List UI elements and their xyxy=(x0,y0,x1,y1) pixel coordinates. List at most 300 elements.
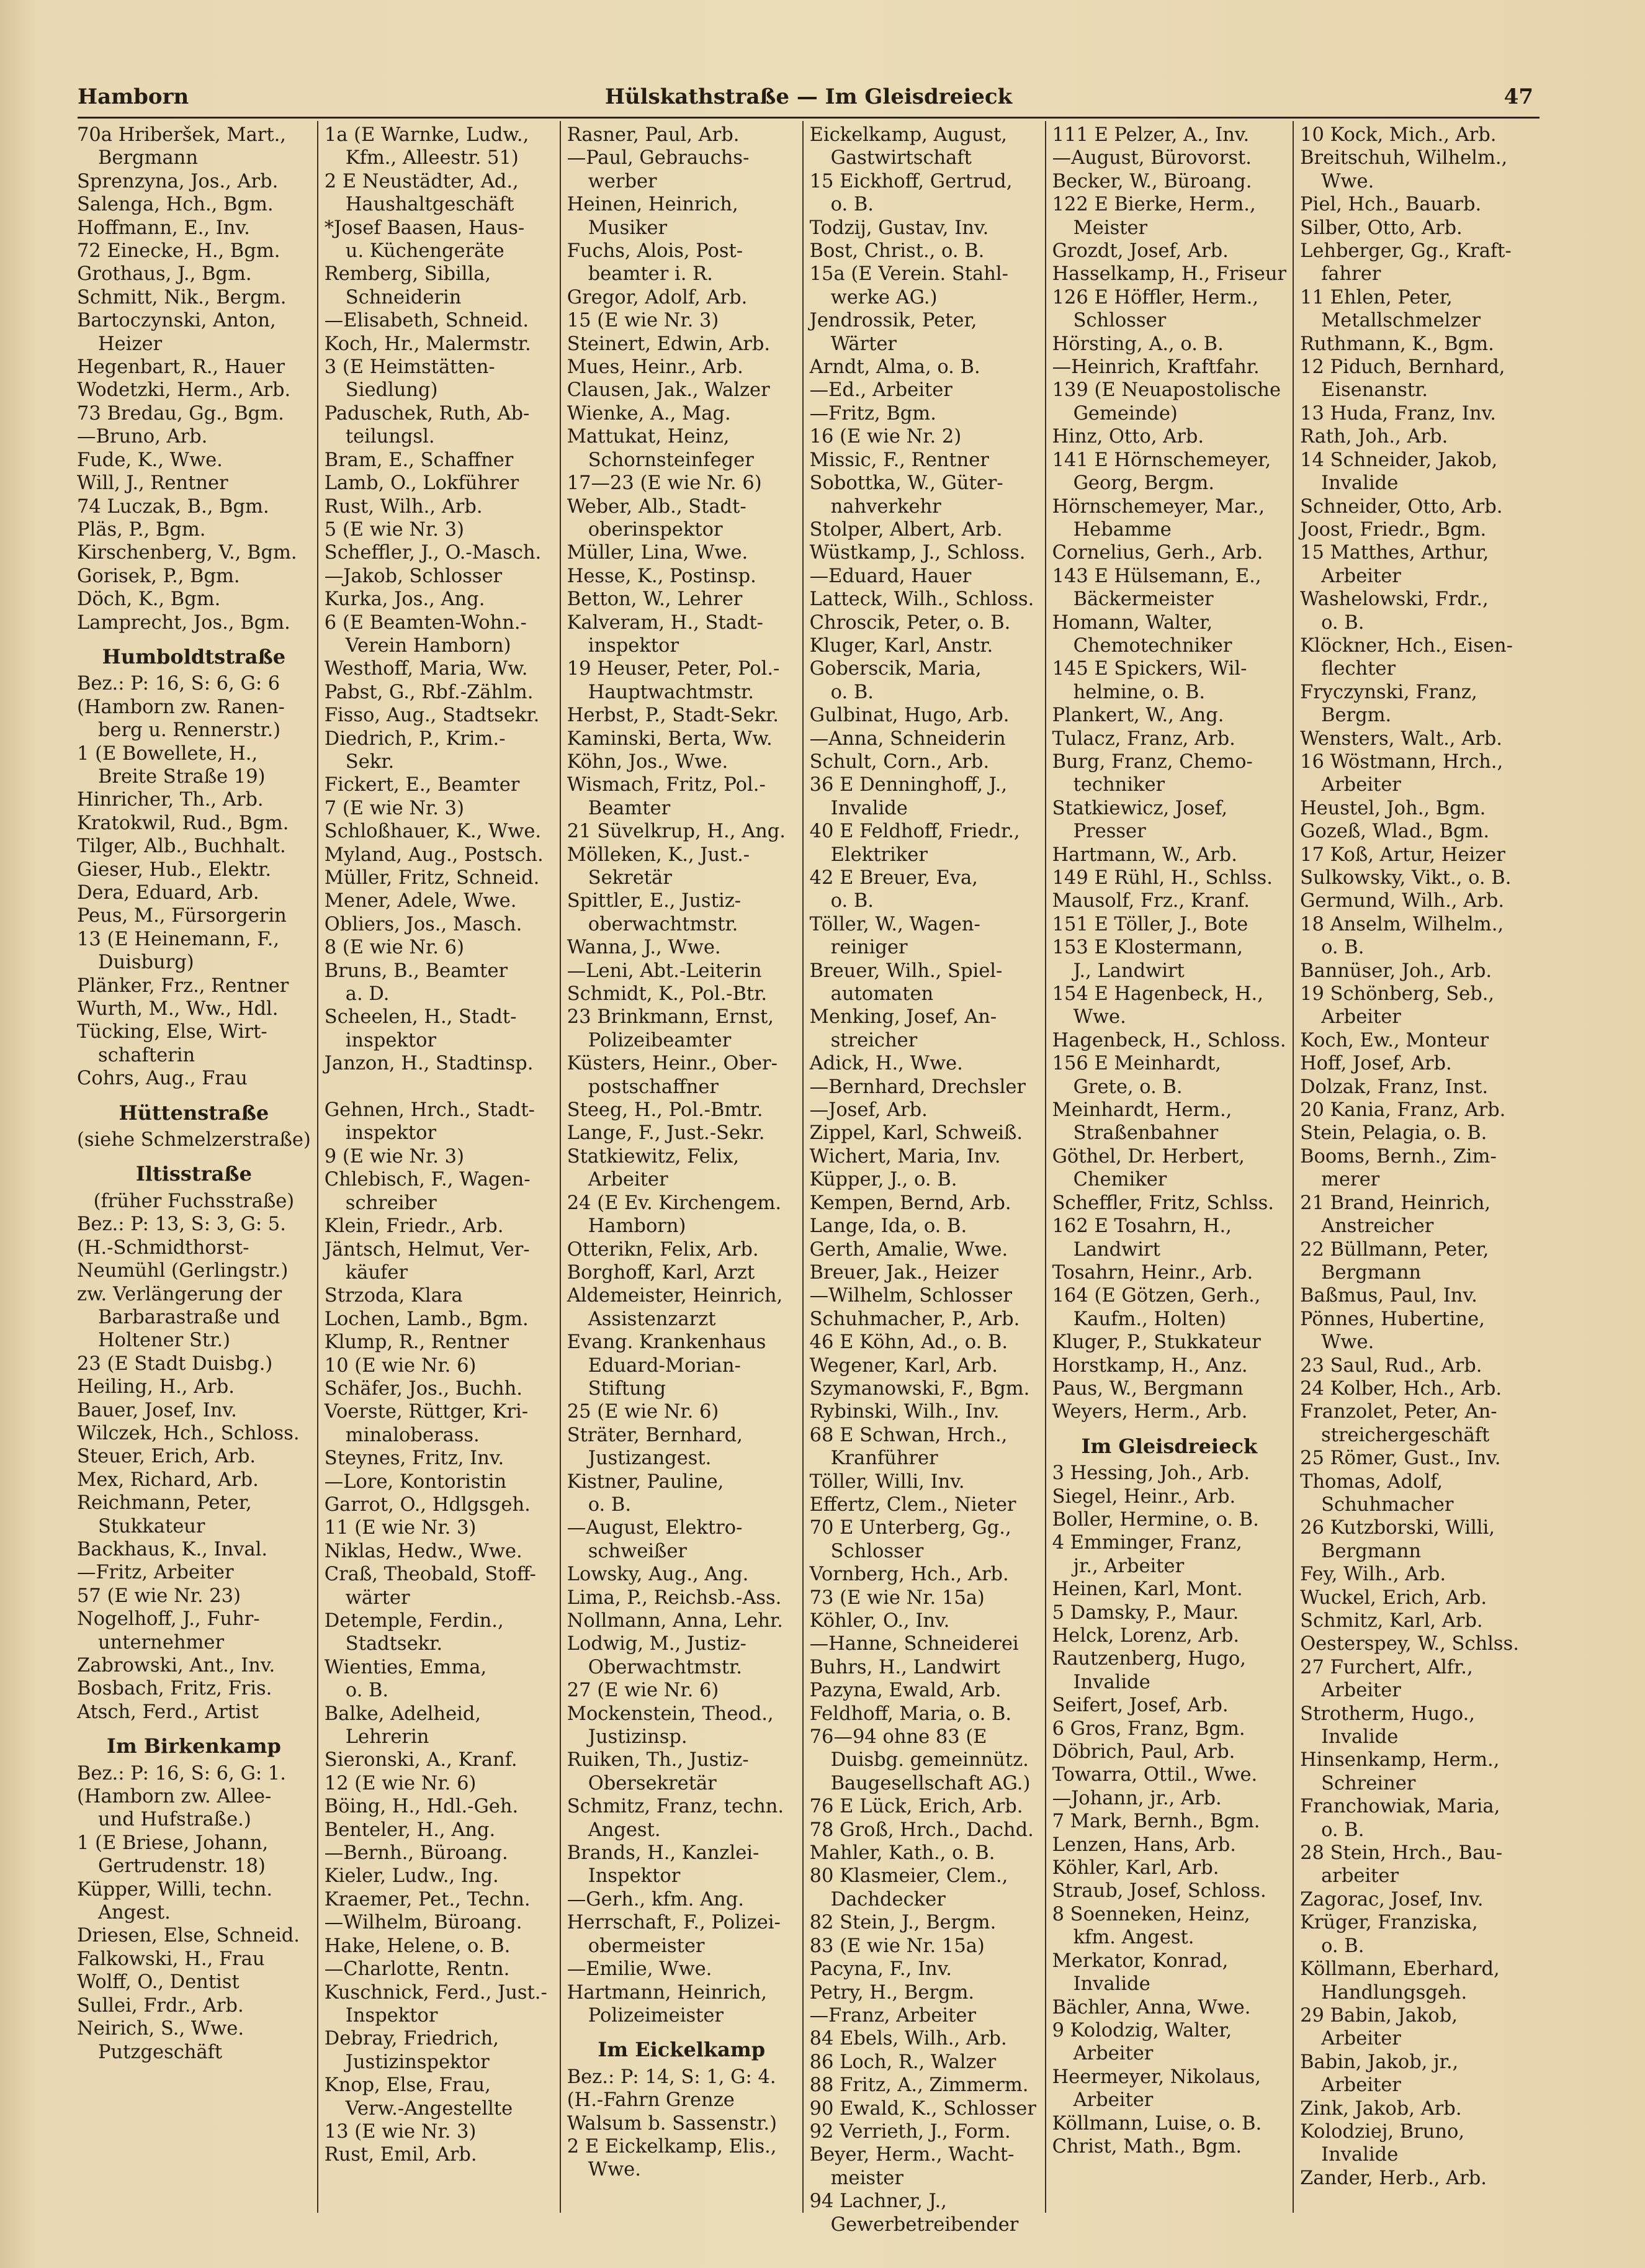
entry-line: 16 Wöstmann, Hrch., xyxy=(1300,750,1504,773)
entry-line: Nogelhoff, J., Fuhr- xyxy=(77,1608,260,1631)
entry-continuation: automaten xyxy=(830,983,934,1006)
entry-line: Wichert, Maria, Inv. xyxy=(809,1145,1001,1168)
entry-line: Wolff, O., Dentist xyxy=(77,1971,240,1994)
entry-line: 139 (E Neuapostolische xyxy=(1052,379,1281,402)
entry-line: Köllmann, Eberhard, xyxy=(1300,1958,1500,1981)
entry-line: Will, J., Rentner xyxy=(77,472,228,495)
entry-continuation: Anstreicher xyxy=(1321,1215,1434,1238)
entry-line: Kalveram, H., Stadt- xyxy=(567,611,763,634)
entry-continuation: Musiker xyxy=(588,217,668,239)
entry-line: 9 Kolodzig, Walter, xyxy=(1052,2019,1232,2041)
entry-line: Salenga, Hch., Bgm. xyxy=(77,194,274,216)
entry-line: Töller, W., Wagen- xyxy=(809,913,980,935)
entry-line: Menking, Josef, An- xyxy=(809,1006,997,1028)
entry-line: Feldhoff, Maria, o. B. xyxy=(809,1703,1012,1725)
entry-line: 25 (E wie Nr. 6) xyxy=(567,1401,719,1423)
entry-continuation: Duisbg. gemeinnütz. xyxy=(830,1749,1029,1771)
entry-continuation: Obersekretär xyxy=(588,1772,717,1794)
entry-line: Stolper, Albert, Arb. xyxy=(809,518,1003,541)
entry-line: Falkowski, H., Frau xyxy=(77,1948,265,1970)
entry-line: Steuer, Erich, Arb. xyxy=(77,1446,256,1468)
entry-line: Ruiken, Th., Justiz- xyxy=(567,1749,749,1771)
entry-line: 3 (E Heimstätten- xyxy=(324,356,495,379)
entry-line: Schmitz, Franz, techn. xyxy=(567,1796,784,1818)
entry-line: Szymanowski, F., Bgm. xyxy=(809,1377,1030,1400)
entry-line: Remberg, Sibilla, xyxy=(324,263,491,286)
entry-line: Horstkamp, H., Anz. xyxy=(1052,1354,1248,1377)
entry-continuation: schweißer xyxy=(588,1540,688,1562)
entry-line: Lodwig, M., Justiz- xyxy=(567,1633,746,1655)
entry-line: Heiling, H., Arb. xyxy=(77,1376,235,1398)
entry-line: Otterikn, Felix, Arb. xyxy=(567,1238,759,1261)
entry-continuation: helmine, o. B. xyxy=(1073,681,1206,703)
entry-line: Chroscik, Peter, o. B. xyxy=(809,611,1011,634)
entry-line: 145 E Spickers, Wil- xyxy=(1052,658,1247,680)
entry-continuation: Polizeimeister xyxy=(588,2004,724,2027)
entry-line: Klöckner, Hch., Eisen- xyxy=(1300,634,1513,657)
entry-continuation: Lehrerin xyxy=(345,1726,429,1748)
entry-line: Breitschuh, Wilhelm., xyxy=(1300,147,1508,169)
entry-line: 24 Kolber, Hch., Arb. xyxy=(1300,1377,1502,1400)
entry-line: Bost, Christ., o. B. xyxy=(809,240,985,263)
street-heading: Im Birkenkamp xyxy=(106,1734,281,1758)
entry-line: 40 E Feldhoff, Friedr., xyxy=(809,821,1020,843)
entry-line: —Bernh., Büroang. xyxy=(324,1842,508,1865)
entry-line: Petry, H., Bergm. xyxy=(809,1981,975,2004)
entry-line: Rust, Wilh., Arb. xyxy=(324,495,483,518)
entry-line: Heermeyer, Nikolaus, xyxy=(1052,2066,1261,2088)
entry-line: 17—23 (E wie Nr. 6) xyxy=(567,472,762,495)
entry-line: Sullei, Frdr., Arb. xyxy=(77,1994,244,2017)
entry-line: Rath, Joh., Arb. xyxy=(1300,426,1448,448)
entry-line: Lochen, Lamb., Bgm. xyxy=(324,1308,529,1330)
entry-continuation: Haushaltgeschäft xyxy=(345,194,514,216)
entry-continuation: werke AG.) xyxy=(830,286,938,308)
entry-line: Westhoff, Maria, Ww. xyxy=(324,658,528,680)
entry-line: Statkiewitz, Felix, xyxy=(567,1145,740,1168)
entry-line: Hartmann, W., Arb. xyxy=(1052,844,1237,866)
entry-line: Booms, Bernh., Zim- xyxy=(1300,1145,1497,1168)
entry-line: —Gerh., kfm. Ang. xyxy=(567,1888,744,1910)
entry-line: 6 (E Beamten-Wohn.- xyxy=(324,611,527,634)
entry-continuation: arbeiter xyxy=(1321,1865,1399,1888)
entry-line: Zagorac, Josef, Inv. xyxy=(1300,1888,1484,1910)
entry-line: Kistner, Pauline, xyxy=(567,1470,724,1493)
entry-line: 4 Emminger, Franz, xyxy=(1052,1532,1242,1554)
entry-continuation: Inspektor xyxy=(588,1865,681,1888)
entry-line: Silber, Otto, Arb. xyxy=(1300,217,1463,239)
entry-continuation: Assistenzarzt xyxy=(588,1308,716,1330)
entry-line: 86 Loch, R., Walzer xyxy=(809,2051,997,2073)
entry-continuation: Presser xyxy=(1073,821,1146,843)
entry-line: Betton, W., Lehrer xyxy=(567,588,743,611)
entry-line: 5 Damsky, P., Maur. xyxy=(1052,1601,1239,1624)
entry-line: Müller, Lina, Wwe. xyxy=(567,542,748,564)
entry-line: Pönnes, Hubertine, xyxy=(1300,1308,1485,1330)
entry-line: 16 (E wie Nr. 2) xyxy=(809,426,962,448)
entry-line: 2 E Eickelkamp, Elis., xyxy=(567,2135,777,2158)
entry-continuation: Putzgeschäft xyxy=(98,2041,223,2063)
entry-continuation: techniker xyxy=(1073,774,1165,796)
entry-line: Schäfer, Jos., Buchh. xyxy=(324,1377,523,1400)
entry-continuation: Barbarastraße und xyxy=(98,1306,280,1328)
entry-line: Cohrs, Aug., Frau xyxy=(77,1068,248,1090)
entry-line: 15a (E Verein. Stahl- xyxy=(809,263,1008,286)
entry-line: Mex, Richard, Arb. xyxy=(77,1469,259,1491)
entry-continuation: nahverkehr xyxy=(830,495,941,518)
entry-line: 57 (E wie Nr. 23) xyxy=(77,1585,241,1607)
entry-line: Rybinski, Wilh., Inv. xyxy=(809,1401,1000,1423)
entry-line: Vornberg, Hch., Arb. xyxy=(809,1564,1009,1586)
entry-line: Lange, F., Just.-Sekr. xyxy=(567,1122,765,1145)
entry-line: Homann, Walter, xyxy=(1052,611,1213,634)
entry-line: Sträter, Bernhard, xyxy=(567,1424,743,1446)
entry-line: Ruthmann, K., Bgm. xyxy=(1300,333,1494,355)
entry-continuation: berg u. Rennerstr.) xyxy=(98,719,281,742)
entry-line: —Charlotte, Rentn. xyxy=(324,1958,510,1981)
entry-line: Kaminski, Berta, Ww. xyxy=(567,727,773,750)
entry-continuation: Inspektor xyxy=(345,2004,438,2027)
entry-line: Küpper, Willi, techn. xyxy=(77,1878,273,1901)
entry-line: Küpper, J., o. B. xyxy=(809,1169,957,1191)
entry-line: 126 E Höffler, Herm., xyxy=(1052,286,1259,308)
entry-line: —Johann, jr., Arb. xyxy=(1052,1787,1222,1809)
entry-continuation: o. B. xyxy=(1321,1819,1365,1841)
entry-line: —August, Bürovorst. xyxy=(1052,147,1252,169)
entry-continuation: Baugesellschaft AG.) xyxy=(830,1772,1031,1794)
entry-line: Plankert, W., Ang. xyxy=(1052,704,1224,727)
entry-line: Döbrich, Paul, Arb. xyxy=(1052,1741,1235,1763)
entry-continuation: inspektor xyxy=(345,1029,437,1051)
entry-line: Tosahrn, Heinr., Arb. xyxy=(1052,1261,1253,1284)
entry-continuation: Landwirt xyxy=(1073,1238,1160,1261)
entry-line: Wurth, M., Ww., Hdl. xyxy=(77,998,279,1020)
entry-line: Diedrich, P., Krim.- xyxy=(324,727,506,750)
entry-line: Göthel, Dr. Herbert, xyxy=(1052,1145,1245,1168)
entry-line: 27 (E wie Nr. 6) xyxy=(567,1680,719,1702)
entry-line: Neirich, S., Wwe. xyxy=(77,2018,244,2040)
entry-line: Mener, Adele, Wwe. xyxy=(324,890,517,912)
entry-line: —Franz, Arbeiter xyxy=(809,2004,976,2027)
entry-line: Bez.: P: 13, S: 3, G: 5. xyxy=(77,1213,286,1236)
entry-continuation: Arbeiter xyxy=(1073,2043,1154,2065)
entry-line: Gregor, Adolf, Arb. xyxy=(567,286,748,308)
entry-line: Hoffmann, E., Inv. xyxy=(77,217,250,239)
entry-continuation: inspektor xyxy=(588,634,679,657)
street-heading: Im Gleisdreieck xyxy=(1081,1434,1258,1458)
entry-line: Brands, H., Kanzlei- xyxy=(567,1842,760,1865)
entry-continuation: Sekretär xyxy=(588,867,672,889)
entry-line: 3 Hessing, Joh., Arb. xyxy=(1052,1462,1250,1485)
entry-line: Breuer, Wilh., Spiel- xyxy=(809,960,1003,982)
entry-line: Müller, Fritz, Schneid. xyxy=(324,867,540,889)
entry-line: (Hamborn zw. Allee- xyxy=(77,1786,272,1808)
entry-line: Wanna, J., Wwe. xyxy=(567,937,721,959)
entry-line: 29 Babin, Jakob, xyxy=(1300,2004,1458,2027)
entry-continuation: Beamter xyxy=(588,797,671,819)
entry-line: Helck, Lorenz, Arb. xyxy=(1052,1625,1240,1647)
entry-continuation: Stiftung xyxy=(588,1377,666,1400)
entry-continuation: Meister xyxy=(1073,217,1148,239)
entry-line: 141 E Hörnschemeyer, xyxy=(1052,449,1271,471)
directory-columns xyxy=(76,121,1535,2236)
entry-line: Bram, E., Schaffner xyxy=(324,449,514,471)
entry-line: Borghoff, Karl, Arzt xyxy=(567,1261,755,1284)
entry-continuation: oberwachtmstr. xyxy=(588,913,738,935)
entry-continuation: streichergeschäft xyxy=(1321,1424,1490,1446)
entry-continuation: Hebamme xyxy=(1073,518,1172,541)
entry-line: Köhler, Karl, Arb. xyxy=(1052,1857,1219,1879)
entry-continuation: Schneiderin xyxy=(345,286,462,308)
entry-line: 156 E Meinhardt, xyxy=(1052,1053,1221,1075)
entry-line: Gozeß, Wlad., Bgm. xyxy=(1300,821,1490,843)
entry-line: Bosbach, Fritz, Fris. xyxy=(77,1678,272,1700)
entry-line: Nollmann, Anna, Lehr. xyxy=(567,1610,783,1632)
entry-continuation: a. D. xyxy=(345,983,390,1006)
entry-continuation: Gemeinde) xyxy=(1073,402,1178,425)
entry-line: Bruns, B., Beamter xyxy=(324,960,508,982)
entry-line: Wüstkamp, J., Schloss. xyxy=(809,542,1026,564)
entry-line: Driesen, Else, Schneid. xyxy=(77,1925,300,1947)
entry-line: 28 Stein, Hrch., Bau- xyxy=(1300,1842,1503,1865)
entry-line: 92 Verrieth, J., Form. xyxy=(809,2120,1011,2143)
entry-line: Hinz, Otto, Arb. xyxy=(1052,426,1204,448)
entry-line: Franzolet, Peter, An- xyxy=(1300,1401,1497,1423)
entry-line: Evang. Krankenhaus xyxy=(567,1331,766,1354)
entry-line: Christ, Math., Bgm. xyxy=(1052,2135,1242,2158)
entry-line: Becker, W., Büroang. xyxy=(1052,170,1252,192)
header-district: Hamborn xyxy=(78,84,189,109)
entry-line: Heinen, Karl, Mont. xyxy=(1052,1578,1243,1601)
entry-line: Koch, Ew., Monteur xyxy=(1300,1029,1489,1051)
entry-line: —Heinrich, Kraftfahr. xyxy=(1052,356,1260,379)
entry-continuation: schafterin xyxy=(98,1044,195,1066)
entry-line: —Jakob, Schlosser xyxy=(324,565,503,587)
entry-continuation: jr., Arbeiter xyxy=(1073,1555,1185,1577)
entry-line: Kieler, Ludw., Ing. xyxy=(324,1865,499,1888)
entry-line: Hinricher, Th., Arb. xyxy=(77,789,264,811)
entry-line: Craß, Theobald, Stoff- xyxy=(324,1564,536,1586)
entry-line: 149 E Rühl, H., Schlss. xyxy=(1052,867,1273,889)
entry-line: Weber, Alb., Stadt- xyxy=(567,495,746,518)
entry-line: Fickert, E., Beamter xyxy=(324,774,520,796)
entry-continuation: Wwe. xyxy=(1073,1006,1126,1028)
entry-line: Voerste, Rüttger, Kri- xyxy=(324,1401,529,1423)
entry-line: Baßmus, Paul, Inv. xyxy=(1300,1285,1477,1307)
entry-line: —Bernhard, Drechsler xyxy=(809,1076,1026,1098)
entry-line: Todzij, Gustav, Inv. xyxy=(809,217,989,239)
entry-line: 154 E Hagenbeck, H., xyxy=(1052,983,1263,1006)
entry-line: Thomas, Adolf, xyxy=(1300,1470,1443,1493)
entry-line: 15 Eickhoff, Gertrud, xyxy=(809,170,1013,192)
entry-line: 73 Bredau, Gg., Bgm. xyxy=(77,402,284,425)
entry-line: Sieronski, A., Kranf. xyxy=(324,1749,518,1771)
entry-line: —Elisabeth, Schneid. xyxy=(324,310,529,332)
entry-line: Effertz, Clem., Nieter xyxy=(809,1493,1016,1516)
entry-line: 14 Schneider, Jakob, xyxy=(1300,449,1498,471)
entry-line: Schloßhauer, K., Wwe. xyxy=(324,821,542,843)
entry-continuation: inspektor xyxy=(345,1122,437,1145)
entry-line: 74 Luczak, B., Bgm. xyxy=(77,495,269,518)
entry-continuation: Dachdecker xyxy=(830,1888,946,1910)
entry-continuation: postschaffner xyxy=(588,1076,719,1098)
entry-line: 13 (E Heinemann, F., xyxy=(77,928,280,950)
entry-continuation: Heizer xyxy=(98,333,163,355)
entry-line: Boller, Hermine, o. B. xyxy=(1052,1508,1259,1531)
entry-line: 9 (E wie Nr. 3) xyxy=(324,1145,464,1168)
entry-line: Plänker, Frz., Rentner xyxy=(77,974,289,997)
entry-line: Zippel, Karl, Schweiß. xyxy=(809,1122,1023,1145)
entry-continuation: Schreiner xyxy=(1321,1772,1416,1794)
column-3 xyxy=(560,121,802,2213)
entry-line: Hinsenkamp, Herm., xyxy=(1300,1749,1500,1771)
street-note: (früher Fuchsstraße) xyxy=(93,1190,295,1212)
entry-line: Wienties, Emma, xyxy=(324,1656,487,1678)
entry-line: Grothaus, J., Bgm. xyxy=(77,263,252,286)
column-6 xyxy=(1293,121,1535,2213)
entry-continuation: Wwe. xyxy=(1321,1331,1374,1354)
entry-continuation: Holtener Str.) xyxy=(98,1330,230,1352)
entry-line: —Fritz, Bgm. xyxy=(809,402,936,425)
page-header xyxy=(78,79,1540,119)
entry-line: 12 (E wie Nr. 6) xyxy=(324,1772,477,1794)
entry-continuation: Handlungsgeh. xyxy=(1321,1981,1468,2004)
entry-line: Adick, H., Wwe. xyxy=(809,1053,963,1075)
entry-line: —Leni, Abt.-Leiterin xyxy=(567,960,762,982)
column-2 xyxy=(317,121,560,2213)
entry-continuation: Schlosser xyxy=(830,1540,924,1562)
entry-continuation: o. B. xyxy=(830,681,874,703)
entry-line: —Eduard, Hauer xyxy=(809,565,972,587)
entry-line: Wegener, Karl, Arb. xyxy=(809,1354,998,1377)
entry-continuation: o. B. xyxy=(588,1493,632,1516)
entry-continuation: Arbeiter xyxy=(1073,2089,1154,2112)
entry-continuation: Duisburg) xyxy=(98,952,194,974)
entry-continuation: Kranführer xyxy=(830,1447,938,1470)
entry-line: 80 Klasmeier, Clem., xyxy=(809,1865,1008,1888)
street-note: (siehe Schmelzerstraße) xyxy=(77,1129,311,1151)
entry-continuation: o. B. xyxy=(830,890,874,912)
entry-line: Köhn, Jos., Wwe. xyxy=(567,750,728,773)
entry-line: 26 Kutzborski, Willi, xyxy=(1300,1517,1495,1539)
entry-line: Scheffler, Fritz, Schlss. xyxy=(1052,1192,1274,1214)
entry-continuation: obermeister xyxy=(588,1935,705,1957)
entry-continuation: Bergmann xyxy=(98,147,198,169)
column-1 xyxy=(76,121,317,2213)
entry-line: Hoff, Josef, Arb. xyxy=(1300,1053,1452,1075)
entry-continuation: Invalide xyxy=(1321,1726,1399,1748)
entry-line: —Wilhelm, Büroang. xyxy=(324,1912,522,1934)
entry-line: Mahler, Kath., o. B. xyxy=(809,1842,995,1865)
entry-continuation: streicher xyxy=(830,1029,918,1051)
entry-line: 27 Furchert, Alfr., xyxy=(1300,1656,1473,1678)
entry-continuation: J., Landwirt xyxy=(1073,960,1185,982)
entry-line: Scheffler, J., O.-Masch. xyxy=(324,542,542,564)
entry-line: Strzoda, Klara xyxy=(324,1285,463,1307)
entry-line: 82 Stein, J., Bergm. xyxy=(809,1912,997,1934)
entry-continuation: Polizeibeamter xyxy=(588,1029,732,1051)
entry-line: 73 (E wie Nr. 15a) xyxy=(809,1586,985,1609)
entry-continuation: und Hufstraße.) xyxy=(98,1809,251,1831)
entry-line xyxy=(325,1076,554,1099)
entry-line: Lowsky, Aug., Ang. xyxy=(567,1564,749,1586)
entry-line: 22 Büllmann, Peter, xyxy=(1300,1238,1489,1261)
entry-line: Gorisek, P., Bgm. xyxy=(77,565,240,587)
entry-continuation: o. B. xyxy=(830,194,874,216)
entry-line: Schmitz, Karl, Arb. xyxy=(1300,1610,1483,1632)
entry-line: Steinert, Edwin, Arb. xyxy=(567,333,771,355)
entry-line: Sprenzyna, Jos., Arb. xyxy=(77,170,279,192)
entry-line: Atsch, Ferd., Artist xyxy=(77,1701,259,1723)
entry-line: Bez.: P: 14, S: 1, G: 4. xyxy=(567,2066,776,2088)
entry-continuation: Angest. xyxy=(98,1902,171,1924)
entry-line: (H.-Schmidthorst- xyxy=(77,1236,249,1259)
entry-continuation: Justizinsp. xyxy=(588,1726,688,1748)
entry-continuation: wärter xyxy=(345,1586,410,1609)
entry-continuation: schreiber xyxy=(345,1192,437,1214)
entry-line: Steeg, H., Pol.-Bmtr. xyxy=(567,1099,763,1122)
entry-line: Garrot, O., Hdlgsgeh. xyxy=(324,1493,531,1516)
entry-line: Bez.: P: 16, S: 6, G: 6 xyxy=(77,673,280,695)
entry-line: 153 E Klostermann, xyxy=(1052,937,1243,959)
entry-line: Chlebisch, F., Wagen- xyxy=(324,1169,531,1191)
entry-continuation: Invalide xyxy=(1073,1671,1150,1693)
entry-line: Zander, Herb., Arb. xyxy=(1300,2167,1487,2189)
entry-line: Kraemer, Pet., Techn. xyxy=(324,1888,531,1910)
entry-line: 23 (E Stadt Duisbg.) xyxy=(77,1352,273,1375)
entry-line: 19 Heuser, Peter, Pol.- xyxy=(567,658,780,680)
entry-line: 70 E Unterberg, Gg., xyxy=(809,1517,1011,1539)
entry-continuation: Metallschmelzer xyxy=(1321,310,1481,332)
entry-continuation: Arbeiter xyxy=(1321,565,1401,587)
entry-line: —Hanne, Schneiderei xyxy=(809,1633,1019,1655)
entry-line: 7 Mark, Bernh., Bgm. xyxy=(1052,1811,1260,1833)
entry-line: (Hamborn zw. Ranen- xyxy=(77,696,285,718)
entry-line: 1 (E Briese, Johann, xyxy=(77,1832,269,1854)
entry-line: Schmitt, Nik., Bergm. xyxy=(77,286,287,308)
entry-continuation: Chemotechniker xyxy=(1073,634,1232,657)
entry-line: Mölleken, K., Just.- xyxy=(567,844,750,866)
entry-line: Seifert, Josef, Arb. xyxy=(1052,1694,1229,1717)
entry-line: Washelowski, Frdr., xyxy=(1300,588,1489,611)
entry-line: Hasselkamp, H., Friseur xyxy=(1052,263,1287,286)
entry-line: Kurka, Jos., Ang. xyxy=(324,588,485,611)
entry-line: Tücking, Else, Wirt- xyxy=(77,1021,267,1043)
entry-line: Meinhardt, Herm., xyxy=(1052,1099,1232,1122)
entry-line: Kluger, Karl, Anstr. xyxy=(809,634,993,657)
entry-line: —Josef, Arb. xyxy=(809,1099,928,1122)
entry-continuation: teilungsl. xyxy=(345,426,435,448)
entry-line: 84 Ebels, Wilh., Arb. xyxy=(809,2028,1007,2050)
entry-continuation: Schornsteinfeger xyxy=(588,449,754,471)
entry-continuation: merer xyxy=(1321,1169,1380,1191)
entry-continuation: Straßenbahner xyxy=(1073,1122,1219,1145)
entry-line: (H.-Fahrn Grenze xyxy=(567,2089,735,2112)
entry-continuation: meister xyxy=(830,2167,903,2189)
entry-line: Heinen, Heinrich, xyxy=(567,194,738,216)
entry-line: Gehnen, Hrch., Stadt- xyxy=(324,1099,535,1122)
entry-continuation: beamter i. R. xyxy=(588,263,713,286)
entry-line: Weyers, Herm., Arb. xyxy=(1052,1401,1248,1423)
entry-line: Wilczek, Hch., Schloss. xyxy=(77,1422,300,1444)
entry-line: Towarra, Ottil., Wwe. xyxy=(1052,1764,1258,1786)
entry-line: Merkator, Konrad, xyxy=(1052,1950,1229,1972)
entry-line: Eickelkamp, August, xyxy=(809,124,1007,146)
entry-continuation: Verw.-Angestellte xyxy=(345,2097,513,2120)
entry-continuation: Stukkateur xyxy=(98,1515,205,1537)
entry-line: Walsum b. Sassenstr.) xyxy=(567,2112,777,2135)
street-heading: Iltisstraße xyxy=(135,1162,252,1186)
